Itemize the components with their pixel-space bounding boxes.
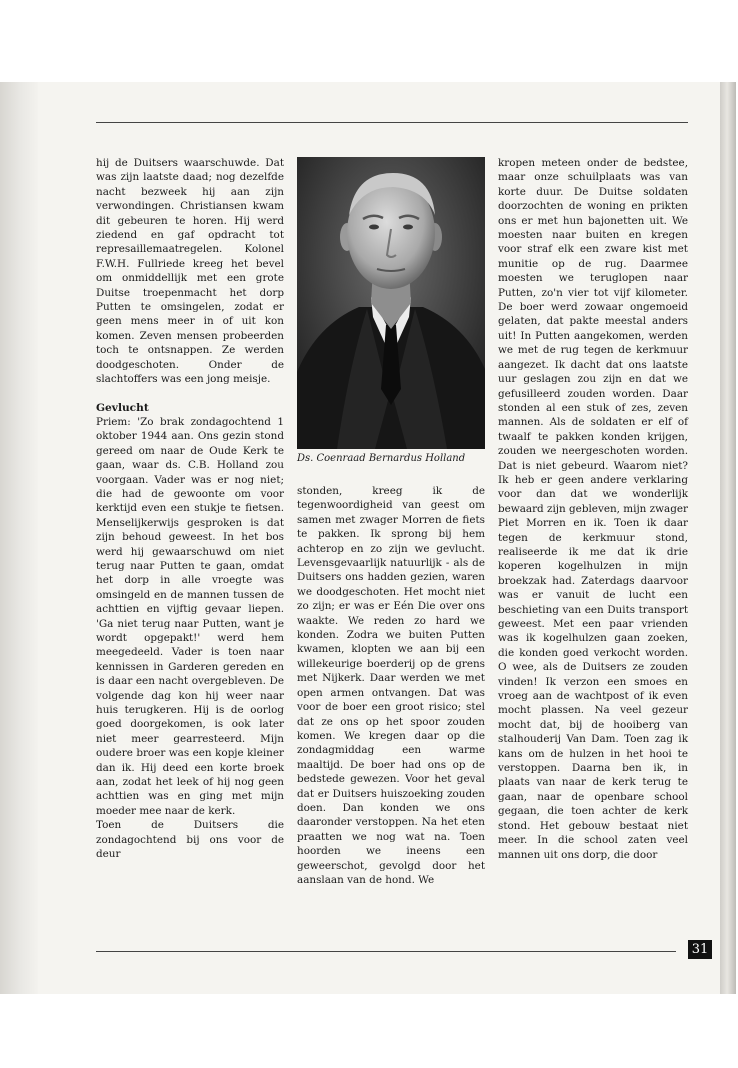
section-heading: Gevlucht — [96, 401, 149, 414]
book-edge-right — [720, 82, 736, 994]
page-number: 31 — [688, 940, 712, 959]
portrait-illustration — [297, 157, 485, 449]
paragraph: stonden, kreeg ik de tegenwoordigheid van geest om samen met zwager Morren de fiets te pakken. Ik sprong bij hem achterop en zo zijn we gevlucht. Levensgevaarlijk natuurlijk - als de Duitsers ons hadden gezien, waren we doodgeschoten. Het mocht niet zo zijn; er was er Eén Die over ons waakte. We reden zo hard we konden. Zodra we buiten Putten kwamen, klopten we aan bij een willekeurige boerderij op de grens met Nijkerk. Daar werden we met open armen ontvangen. Dat was voor de boer een groot risico; stel dat ze ons op het spoor zouden komen. We kregen daar op die zondagmiddag een warme maaltijd. De boer had ons op de bedstede gewezen. Voor het geval dat er Duitsers huiszoeking zouden doen. Dan konden we ons daaronder verstoppen. Na het eten praatten we nog wat na. Toen hoorden we ineens een geweerschot, gevolgd door het aanslaan van de hond. We — [297, 485, 485, 886]
column-1 — [96, 156, 284, 862]
column-3 — [498, 156, 688, 862]
paragraph: hij de Duitsers waarschuwde. Dat was zijn laatste daad; nog dezelfde nacht bezweek hij aan zijn verwondingen. Christiansen kwam dit gebeuren te horen. Hij werd ziedend en gaf opdracht tot represaillemaatregelen. Kolonel F.W.H. Fullriede kreeg het bevel om onmiddellijk met een grote Duitse troepenmacht het dorp Putten te omsingelen, zodat er geen mens meer in of uit kon komen. Zeven mensen probeerden toch te ontsnappen. Ze werden doodgeschoten. Onder de slachtoffers was een jong meisje. — [96, 157, 284, 386]
top-rule — [96, 122, 688, 123]
book-edge-left — [0, 82, 38, 994]
portrait-photo — [297, 157, 485, 449]
paragraph: kropen meteen onder de bedstee, maar onze schuilplaats was van korte duur. De Duitse soldaten doorzochten de woning en prikten ons er met hun bajonetten uit. We moesten naar buiten en kregen voor straf elk een zware kist met munitie op de rug. Daarmee moesten we teruglopen naar Putten, zo'n vier tot vijf kilometer. De boer werd zowaar ongemoeid gelaten, dat pakte meestal anders uit! In Putten aangekomen, werden we met de rug tegen de kerkmuur aangezet. Ik dacht dat ons laatste uur geslagen zou zijn en dat we gefusilleerd zouden worden. Daar stonden al een stuk of zes, zeven mannen. Als de soldaten er elf of twaalf te pakken konden krijgen, zouden we neergeschoten worden. Dat is niet gebeurd. Waarom niet? Ik heb er geen andere verklaring voor dan dat we wonderlijk bewaard zijn gebleven, mijn zwager Piet Morren en ik. Toen ik daar tegen de kerkmuur stond, realiseerde ik me dat ik drie koperen kogelhulzen in mijn broekzak had. Zaterdags daarvoor was er vanuit de lucht een beschieting van een Duits transport geweest. Met een paar vrienden was ik kogelhulzen gaan zoeken, die konden goed verkocht worden. O wee, als de Duitsers ze zouden vinden! Ik verzon een smoes en vroeg aan de wachtpost of ik even mocht plassen. Na veel gezeur mocht dat, bij de hooiberg van stalhouderij Van Dam. Toen zag ik kans om de hulzen in het hooi te verstoppen. Daarna ben ik, in plaats van naar de kerk terug te gaan, naar de openbare school gegaan, die toen achter de kerk stond. Het gebouw bestaat niet meer. In die school zaten veel mannen uit ons dorp, die door — [498, 157, 688, 861]
photo-caption: Ds. Coenraad Bernardus Holland — [297, 453, 466, 464]
paragraph: Toen de Duitsers die zondagochtend bij ons voor de deur — [96, 819, 284, 861]
bottom-rule — [96, 951, 676, 952]
column-2 — [297, 484, 485, 887]
paragraph: Priem: 'Zo brak zondagochtend 1 oktober 1944 aan. Ons gezin stond gereed om naar de Oude Kerk te gaan, waar ds. C.B. Holland zou voorgaan. Vader was er nog niet; die had de gewoonte om voor kerktijd even een stukje te fietsen. Menselijkerwijs gesproken is dat zijn behoud geweest. In het bos werd hij gewaarschuwd om niet terug naar Putten te gaan, omdat het dorp in alle vroegte was omsingeld en de mannen tussen de achttien en vijftig gevaar liepen. 'Ga niet terug naar Putten, want je wordt opgepakt!' werd hem meegedeeld. Vader is toen naar kennissen in Garderen gereden en is daar een nacht overgebleven. De volgende dag kon hij weer naar huis terugkeren. Hij is de oorlog goed doorgekomen, is ook later niet meer gearresteerd. Mijn oudere broer was een kopje kleiner dan ik. Hij deed een korte broek aan, zodat het leek of hij nog geen achttien was en ging met mijn moeder mee naar de kerk. — [96, 415, 284, 817]
